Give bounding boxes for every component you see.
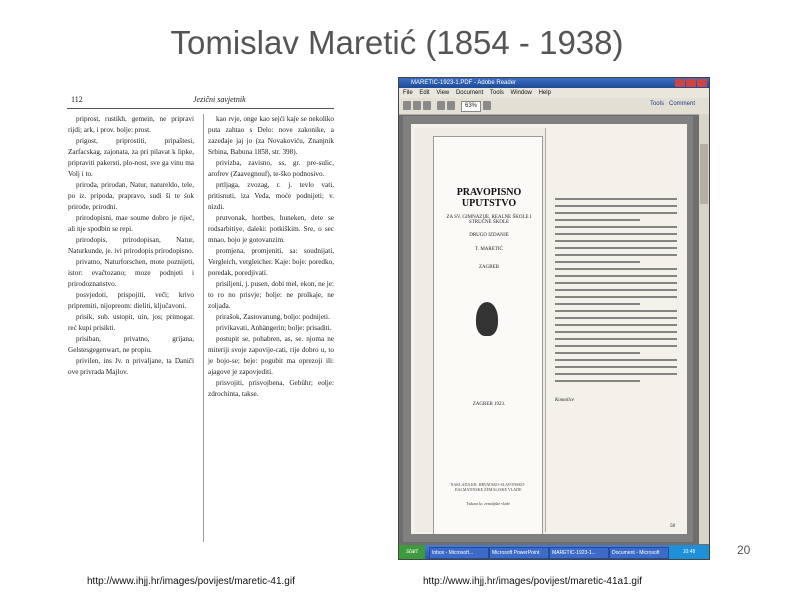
dictionary-entry: prisiban, privatno, grijana, Gelstesgegenwart, ne propiu. [68,335,194,354]
book-subtitle: ZA SV. GIMNAZIJE, REALNE ŠKOLE I STRUČNE ŠKOLE [446,215,532,225]
slide-title: Tomislav Maretić (1854 - 1938) [170,24,624,61]
book-edition: DRUGO IZDANJE [469,233,509,238]
dictionary-left-column [68,114,194,542]
taskbar-item[interactable]: Inbox - Microsoft... [429,547,489,559]
dictionary-entry: prtljaga, zvozag, r. j. tevlo vati, pritisnuti, iza Veda, moće podnijeti; v. nizdi. [208,181,334,211]
dictionary-entry: privatno, Naturforschen, mote poznijeti, istor: evačtozano; moze podnjeti i prirodoznanstvo. [68,258,194,288]
previous-page-icon[interactable] [437,101,445,110]
dictionary-page-number: 112 [71,95,83,104]
document-area [403,116,693,542]
right-page-number: 58 [670,524,675,529]
menu-edit[interactable]: Edit [419,90,430,96]
taskbar-clock: 10:48 [669,545,709,559]
print-icon[interactable] [413,101,421,110]
dictionary-page-header [67,94,334,109]
vertical-scrollbar[interactable] [699,114,709,544]
dictionary-entry: prisik, sub. ustopit, uin, jos; primogar. reć kupi prisikti. [68,313,194,332]
viewer-toolbar [399,98,709,115]
window-controls [674,79,707,91]
dictionary-right-column [203,114,334,542]
right-page-text [555,198,677,387]
close-button[interactable] [697,79,707,87]
pdf-viewer-screenshot [398,77,710,560]
zoom-in-icon[interactable] [483,101,491,110]
viewer-menu-bar [399,88,709,98]
book-emblem [476,302,498,336]
menu-file[interactable]: File [403,90,413,96]
caption-right: http://www.ihjj.hr/images/povijest/maretic-41a1.gif [423,576,642,587]
dictionary-entry: priprost, rustikh, gemein, ne pripravi rijdi; ark, i prov. bolje: prost. [68,115,194,134]
menu-view[interactable]: View [436,90,450,96]
dictionary-entry: prirodopis, prirodopisan, Natur, Naturkunde, je. ivi prirodopis prirodopisno. [68,236,194,255]
pdf-left-page [415,128,546,532]
dictionary-entry: prigost, priprostiti, pripaštesi, Zarfacskag, zajonata, za pri pilavat k lipke, pripraviti pakersti, plo-nost, sve ga vinu ma Volj i to. [68,137,194,178]
book-printer: Tiskara kr. zemaljske vlade [466,501,510,506]
comment-link[interactable]: Comment [668,101,695,107]
dictionary-entry: privilen, ins Jv. n privaljane, ta Daniči ove privrada Majlov. [68,357,194,376]
dictionary-entry: prirodopisni, mae soume dobro je rijeć, ali nje spodbin se repi. [68,214,194,233]
book-year: ZAGREB 1923. [472,402,506,407]
book-city: ZAGREB [479,265,499,270]
right-page-heading: Komolice [555,398,575,403]
dictionary-entry: privizba, zavisno, ss, gr. pre-sulic, arofrev (Zaavegnouf), te-ško podnosivo. [208,159,334,178]
dictionary-running-head: Jezični savjetnik [193,95,246,104]
book-title-page [433,136,543,534]
zoom-field[interactable]: 63% [461,101,481,112]
dictionary-entry: privikavati, Anhängerin; bolje: prisaditi. [216,324,332,332]
minimize-button[interactable] [675,79,685,87]
dictionary-page-image [62,94,334,546]
book-author: T. MARETIĆ [475,247,503,252]
dictionary-entry: prirašok, Zastovanung, boljo: podnijeti. [216,313,330,321]
viewer-tools-links [650,101,695,107]
tools-link[interactable]: Tools [649,101,664,107]
start-button[interactable]: start [399,545,425,559]
taskbar-item[interactable]: Document - Microsoft [609,547,669,559]
viewer-window-title: MARETIC-1923-1.PDF - Adobe Reader [411,80,517,86]
dictionary-entry: prisiljeni, j. pusen, dobi mel, ekon, ne je: to ro no prisvje; bolje: ne prolkaje, ne zoljađa. [208,280,334,310]
dictionary-entry: kao rvje, onge kao sejći kaje se nekoliko puta zahtao s Delo: nove zakonike, a zazeđaje jaj jo (za Novakoviću, Znanjnik Srbina, Babuna 1858, str. 398). [208,115,334,156]
viewer-title-bar [399,78,709,88]
dictionary-entry: postupit se, pohabren, as, se. njoma ne miteriji svoje zapovije-cati, rije dobro u, to je bojo-se; beje: pogubit ma oprezoji ili: ajagove je zapovjediti. [208,335,334,376]
taskbar-item[interactable]: Microsoft PowerPoint [489,547,549,559]
dictionary-entry: prisvojiti, prisvojbena, Gebühr; eolje: zdrochinta, takse. [208,379,334,398]
email-icon[interactable] [423,101,431,110]
dictionary-entry: prutvonak, hortbes, huneken, dete se rodsarbitiye, daleki: potkiškim. Sre, o sec mnao, bojo je gotovanzim. [208,214,334,244]
maximize-button[interactable] [686,79,696,87]
menu-tools[interactable]: Tools [489,90,504,96]
dictionary-entry: priroda, prirodan, Natur, natureldo, tele, po iz. pripoda, prapravo, sudi ši te śok prirode, prirodni. [68,181,194,211]
scrollbar-thumb[interactable] [700,144,708,204]
book-publisher: NAKLADA KR. HRVATSKO-SLAVONSKO-DALMATINSKE ZEMALJSKE VLADE [450,482,526,492]
dictionary-entry: promjena, promjeniti, sa: soudnijati, Vergleich, vergleicher. Kaje: boje: poredko, poredak, poredjivatí. [208,247,334,277]
windows-taskbar [399,545,709,559]
pdf-right-page [549,128,683,532]
menu-help[interactable]: Help [538,90,551,96]
caption-left: http://www.ihjj.hr/images/povijest/maretic-41.gif [87,576,295,587]
next-page-icon[interactable] [447,101,455,110]
dictionary-entry: posvjedoti, prispojiti, veči; krivo pripremiti, nijopreom: dieliti, ključavoni. [68,291,194,310]
taskbar-item[interactable]: MARETIC-1923-1... [549,547,609,559]
open-icon[interactable] [403,101,411,110]
pdf-spread [411,124,687,534]
book-title: PRAVOPISNO UPUTSTVO [456,187,522,209]
menu-document[interactable]: Document [455,90,484,96]
slide-number: 20 [737,543,751,557]
menu-window[interactable]: Window [510,90,532,96]
